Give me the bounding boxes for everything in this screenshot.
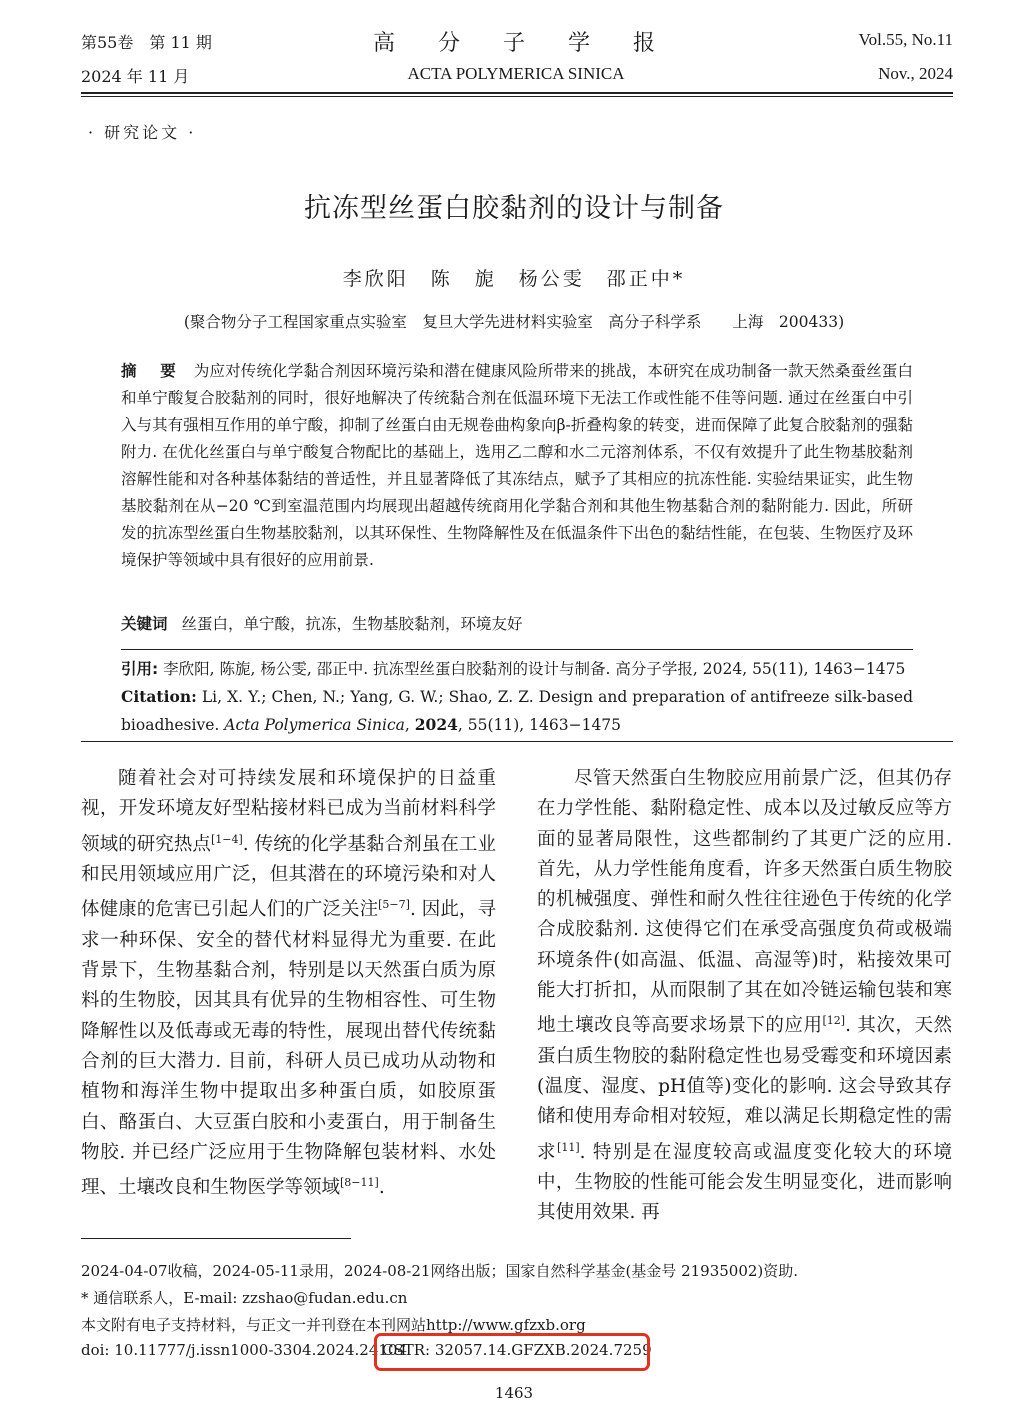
keywords <box>121 612 913 634</box>
citation-en-authors: Li, X. Y.; Chen, N.; Yang, G. W.; Shao, Z. Z. Design and preparation of antifreeze silk-based bioadhesive. <box>121 688 913 734</box>
body-text: . <box>378 1177 385 1199</box>
footnote-doi[interactable]: doi: 10.11777/j.issn1000-3304.2024.24104 <box>81 1341 407 1359</box>
cstr-highlight-box <box>374 1333 650 1371</box>
footnote-rule <box>81 1238 351 1239</box>
citation-block: 引用: 李欣阳, 陈旎, 杨公雯, 邵正中. 抗冻型丝蛋白胶黏剂的设计与制备. 高分子学报, 2024, 55(11), 1463−1475 Citation: Li, X. Y.; Chen, N.; Yang, G. W.; Shao, Z. Z. Design and preparation of antifreeze silk-based bioadhesive. Acta Polymerica Sinica, 2024, 55(11), 1463−1475 <box>121 660 913 734</box>
reference-marker[interactable]: [12] <box>822 1014 846 1028</box>
body-text: 随着社会对可持续发展和环境保护的日益重视，开发环境友好型粘接材料已成为当前材料科学领域的研究热点 <box>81 768 496 855</box>
footnote-cstr[interactable]: CSTR: 32057.14.GFZXB.2024.7259 <box>382 1341 652 1359</box>
body-text: . 其次，天然蛋白质生物胶的黏附稳定性也易受霉变和环境因素(温度、湿度、pH值等)变化的影响. 这会导致其存储和使用寿命相对较短，难以满足长期稳定性的需求 <box>537 1015 952 1163</box>
reference-marker[interactable]: [11] <box>557 1140 580 1154</box>
header-rule <box>81 92 953 94</box>
body-text: . 传统的化学基黏合剂虽在工业和民用领域应用广泛，但其潜在的环境污染和对人体健康的危害已引起人们的广泛关注 <box>81 833 496 921</box>
citation-cn-label: 引用: <box>121 660 159 678</box>
header-date-en: Nov., 2024 <box>878 64 953 83</box>
reference-marker[interactable]: [5−7] <box>378 898 410 912</box>
header-volume-en: Vol.55, No.11 <box>858 30 953 49</box>
author-list: 李欣阳 陈 旎 杨公雯 邵正中* <box>342 268 686 290</box>
section-label: · 研究论文 · <box>88 123 197 142</box>
journal-title-cn: 高 分 子 学 报 <box>373 31 673 56</box>
page-number: 1463 <box>494 1384 534 1402</box>
citation-en-label: Citation: <box>121 687 197 706</box>
keywords-text: 丝蛋白，单宁酸，抗冻，生物基胶黏剂，环境友好 <box>181 615 523 633</box>
affiliation: (聚合物分子工程国家重点实验室 复旦大学先进材料实验室 高分子科学系 上海 200433) <box>183 313 845 331</box>
footnote-supplementary: 本文附有电子支持材料，与正文一并刊登在本刊网站http://www.gfzxb.org <box>81 1316 586 1334</box>
footnote-received: 2024-04-07收稿，2024-05-11录用，2024-08-21网络出版；国家自然科学基金(基金号 21935002)资助. <box>81 1262 799 1280</box>
citation-en-year: 2024 <box>414 715 458 734</box>
body-text: . 特别是在湿度较高或温度变化较大的环境中，生物胶的性能可能会发生明显变化，进而影响其使用效果. 再 <box>537 1141 952 1224</box>
body-paragraph <box>81 764 496 1204</box>
body-column-right <box>537 764 952 1229</box>
header-date-cn: 2024 年 11 月 <box>81 67 190 86</box>
keywords-label: 关键词 <box>121 615 168 633</box>
abstract <box>121 358 913 574</box>
reference-marker[interactable]: [8−11] <box>340 1176 379 1190</box>
citation-cn-text: 李欣阳, 陈旎, 杨公雯, 邵正中. 抗冻型丝蛋白胶黏剂的设计与制备. 高分子学报, 2024, 55(11), 1463−1475 <box>163 660 906 678</box>
abstract-label: 摘 要 <box>121 362 180 380</box>
citation-en-journal: Acta Polymerica Sinica <box>224 716 405 734</box>
body-text: . 因此，寻求一种环保、安全的替代材料显得尤为重要. 在此背景下，生物基黏合剂，特别是以天然蛋白质为原料的生物胶，因其具有优异的生物相容性、可生物降解性以及低毒或无毒的特性，展现出替代传统黏合剂的巨大潜力. 目前，科研人员已成功从动物和植物和海洋生物中提取出多种蛋白质，如胶原蛋白、酪蛋白、大豆蛋白胶和小麦蛋白，用于制备生物胶. 并已经广泛应用于生物降解包装材料、水处理、土壤改良和生物医学等领域 <box>81 899 496 1199</box>
header-volume-cn: 第55卷 第 11 期 <box>81 33 212 52</box>
reference-marker[interactable]: [1−4] <box>211 832 243 846</box>
citation-bottom-rule <box>81 741 953 742</box>
abstract-text: 为应对传统化学黏合剂因环境污染和潜在健康风险所带来的挑战，本研究在成功制备一款天然桑蚕丝蛋白和单宁酸复合胶黏剂的同时，很好地解决了传统黏合剂在低温环境下无法工作或性能不佳等问题. 通过在丝蛋白中引入与其有强相互作用的单宁酸，抑制了丝蛋白由无规卷曲构象向β-折叠构象的转变，进而保障了此复合胶黏剂的强黏附力. 在优化丝蛋白与单宁酸复合物配比的基础上，选用乙二醇和水二元溶剂体系，不仅有效提升了此生物基胶黏剂溶解性能和对各种基体黏结的普适性，并且显著降低了其冻结点，赋予了其相应的抗冻性能. 实验结果证实，此生物基胶黏剂在从−20 ℃到室温范围内均展现出超越传统商用化学黏合剂和其他生物基黏合剂的黏附能力. 因此，所研发的抗冻型丝蛋白生物基胶黏剂，以其环保性、生物降解性及在低温条件下出色的黏结性能，在包装、生物医疗及环境保护等领域中具有很好的应用前景. <box>121 362 913 569</box>
citation-top-rule <box>121 649 913 650</box>
body-paragraph <box>537 764 952 1229</box>
paper-title: 抗冻型丝蛋白胶黏剂的设计与制备 <box>304 193 724 224</box>
body-text: 尽管天然蛋白生物胶应用前景广泛，但其仍存在力学性能、黏附稳定性、成本以及过敏反应等方面的显著局限性，这些都制约了其更广泛的应用. 首先，从力学性能角度看，许多天然蛋白质生物胶的机械强度、弹性和耐久性往往逊色于传统的化学合成胶黏剂. 这使得它们在承受高强度负荷或极端环境条件(如高温、低温、高湿等)时，粘接效果可能大打折扣，从而限制了其在如冷链运输包装和寒地土壤改良等高要求场景下的应用 <box>537 768 952 1037</box>
header-rule-thin <box>81 96 953 97</box>
body-column-left <box>81 764 496 1204</box>
citation-en-pages: , 55(11), 1463−1475 <box>457 716 622 734</box>
journal-title-en: ACTA POLYMERICA SINICA <box>407 64 625 83</box>
footnote-corresponding: * 通信联系人，E-mail: zzshao@fudan.edu.cn <box>81 1289 408 1307</box>
